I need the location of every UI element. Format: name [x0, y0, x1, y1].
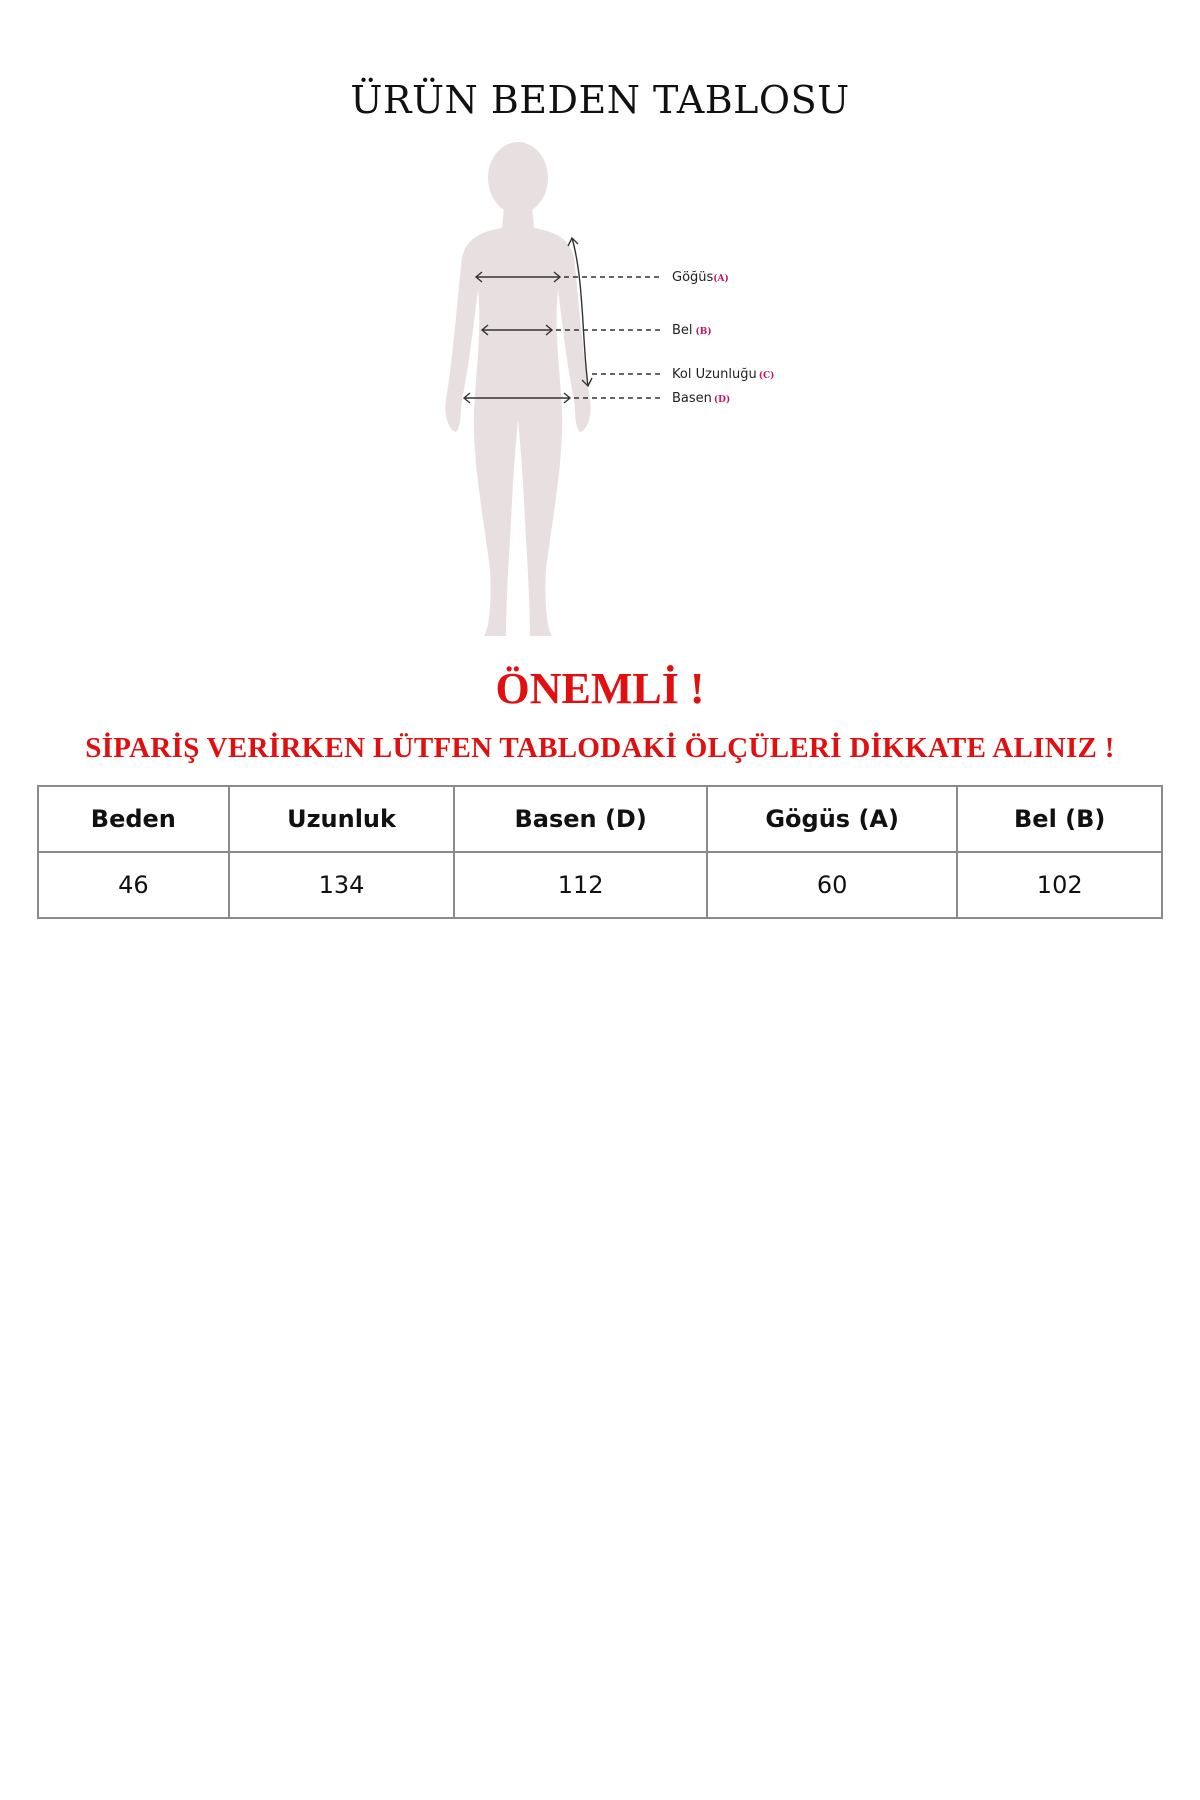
header-length: Uzunluk — [229, 786, 455, 852]
header-hip: Basen (D) — [454, 786, 707, 852]
body-measurement-figure — [400, 140, 820, 640]
header-chest: Gögüs (A) — [707, 786, 958, 852]
label-hip: Basen (D) — [672, 391, 731, 406]
cell-length: 134 — [229, 852, 455, 918]
size-table — [37, 785, 1163, 919]
female-silhouette-diagram — [400, 140, 820, 640]
header-size: Beden — [38, 786, 229, 852]
header-waist: Bel (B) — [957, 786, 1162, 852]
cell-hip: 112 — [454, 852, 707, 918]
cell-waist: 102 — [957, 852, 1162, 918]
page-title: ÜRÜN BEDEN TABLOSU — [350, 78, 850, 122]
measurement-labels — [672, 270, 774, 406]
important-heading: ÖNEMLİ ! — [495, 664, 705, 713]
label-waist: Bel (B) — [672, 323, 712, 338]
female-silhouette — [445, 142, 590, 636]
cell-size: 46 — [38, 852, 229, 918]
cell-chest: 60 — [707, 852, 958, 918]
label-chest: Göğüs(A) — [672, 270, 729, 285]
table-header-row — [38, 786, 1162, 852]
order-instruction: SİPARİŞ VERİRKEN LÜTFEN TABLODAKİ ÖLÇÜLERİ DİKKATE ALINIZ ! — [85, 732, 1115, 764]
table-row — [38, 852, 1162, 918]
label-sleeve: Kol Uzunluğu (C) — [672, 367, 775, 382]
